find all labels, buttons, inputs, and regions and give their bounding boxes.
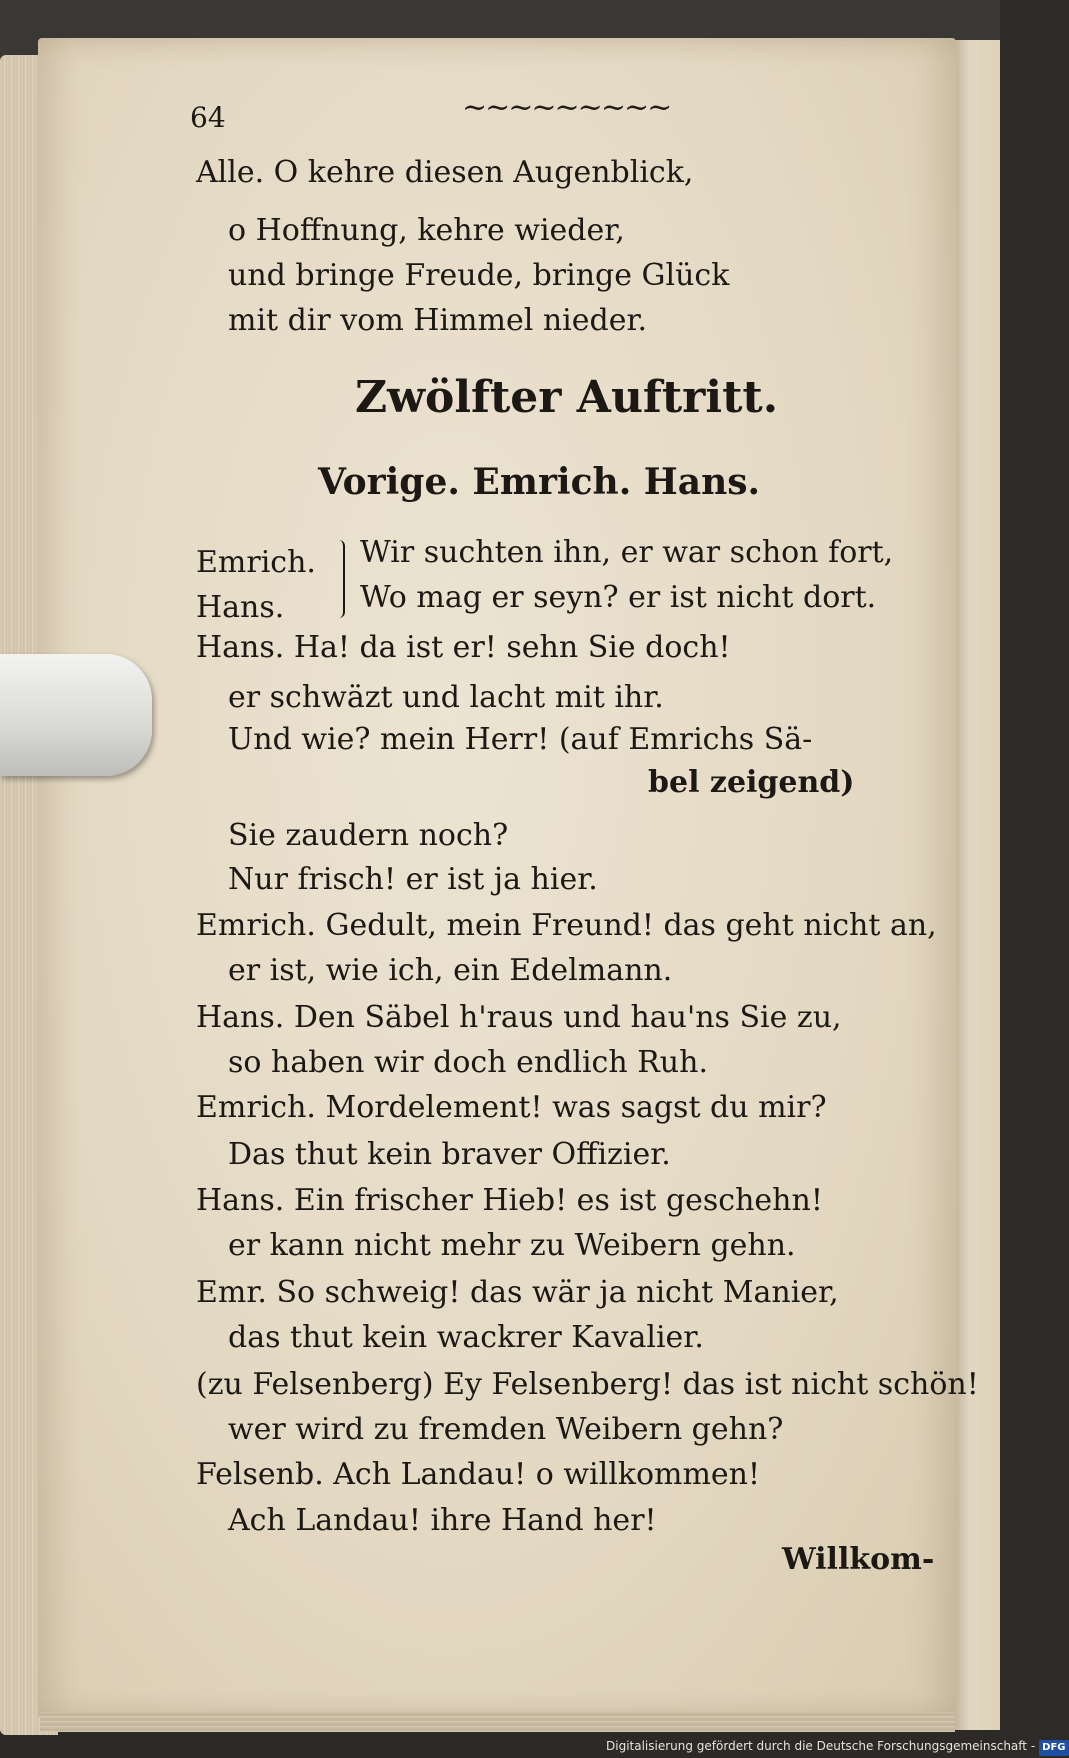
dialogue-line-17: Hans. Ein frischer Hieb! es ist geschehn! (196, 1183, 823, 1218)
verse-line-4: mit dir vom Himmel nieder. (228, 303, 648, 338)
duet-line-2: Wo mag er seyn? er ist nicht dort. (360, 580, 877, 615)
digitization-credit (606, 1738, 1069, 1756)
dfg-logo: DFG (1039, 1740, 1068, 1756)
speaker-brace (335, 540, 345, 618)
dialogue-line-14: so haben wir doch endlich Ruh. (228, 1045, 708, 1080)
catchword: Willkom- (782, 1542, 935, 1577)
dialogue-line-7: Und wie? mein Herr! (auf Emrichs Sä- (228, 722, 813, 757)
verse-line-1: Alle. O kehre diesen Augenblick, (196, 155, 694, 190)
header-ornament: ~~~~~~~~~ (462, 90, 671, 125)
dialogue-line-18: er kann nicht mehr zu Weibern gehn. (228, 1228, 796, 1263)
dialogue-line-6: er schwäzt und lacht mit ihr. (228, 680, 664, 715)
verse-line-2: o Hoffnung, kehre wieder, (228, 213, 625, 248)
speaker-emrich: Emrich. (196, 545, 316, 580)
scene-heading: Zwölfter Auftritt. (355, 372, 779, 423)
dialogue-line-16: Das thut kein braver Offizier. (228, 1137, 671, 1172)
dialogue-line-13: Hans. Den Säbel h'raus und hau'ns Sie zu, (196, 1000, 842, 1035)
stage-direction: bel zeigend) (648, 765, 855, 800)
dialogue-line-11: Emrich. Gedult, mein Freund! das geht nicht an, (196, 908, 937, 943)
duet-line-1: Wir suchten ihn, er war schon fort, (360, 535, 894, 570)
dialogue-line-20: das thut kein wackrer Kavalier. (228, 1320, 704, 1355)
dialogue-line-19: Emr. So schweig! das wär ja nicht Manier, (196, 1275, 839, 1310)
dialogue-line-23: Felsenb. Ach Landau! o willkommen! (196, 1457, 761, 1492)
dialogue-line-22: wer wird zu fremden Weibern gehn? (228, 1412, 784, 1447)
dialogue-line-21: (zu Felsenberg) Ey Felsenberg! das ist nicht schön! (196, 1367, 979, 1402)
next-page-edge (950, 40, 1000, 1730)
dialogue-line-24: Ach Landau! ihre Hand her! (228, 1503, 657, 1538)
speaker-hans: Hans. (196, 590, 285, 625)
page-bottom-edge (40, 1712, 955, 1732)
scene-characters: Vorige. Emrich. Hans. (318, 461, 761, 503)
dialogue-line-10: Nur frisch! er ist ja hier. (228, 862, 598, 897)
verse-line-3: und bringe Freude, bringe Glück (228, 258, 730, 293)
credit-text: Digitalisierung gefördert durch die Deutsche Forschungsgemeinschaft - (606, 1739, 1036, 1753)
dialogue-line-12: er ist, wie ich, ein Edelmann. (228, 953, 673, 988)
page-number: 64 (190, 101, 226, 134)
dialogue-line-5: Hans. Ha! da ist er! sehn Sie doch! (196, 630, 731, 665)
dialogue-line-15: Emrich. Mordelement! was sagst du mir? (196, 1090, 827, 1125)
dialogue-line-9: Sie zaudern noch? (228, 818, 509, 853)
page-clip (0, 654, 152, 776)
